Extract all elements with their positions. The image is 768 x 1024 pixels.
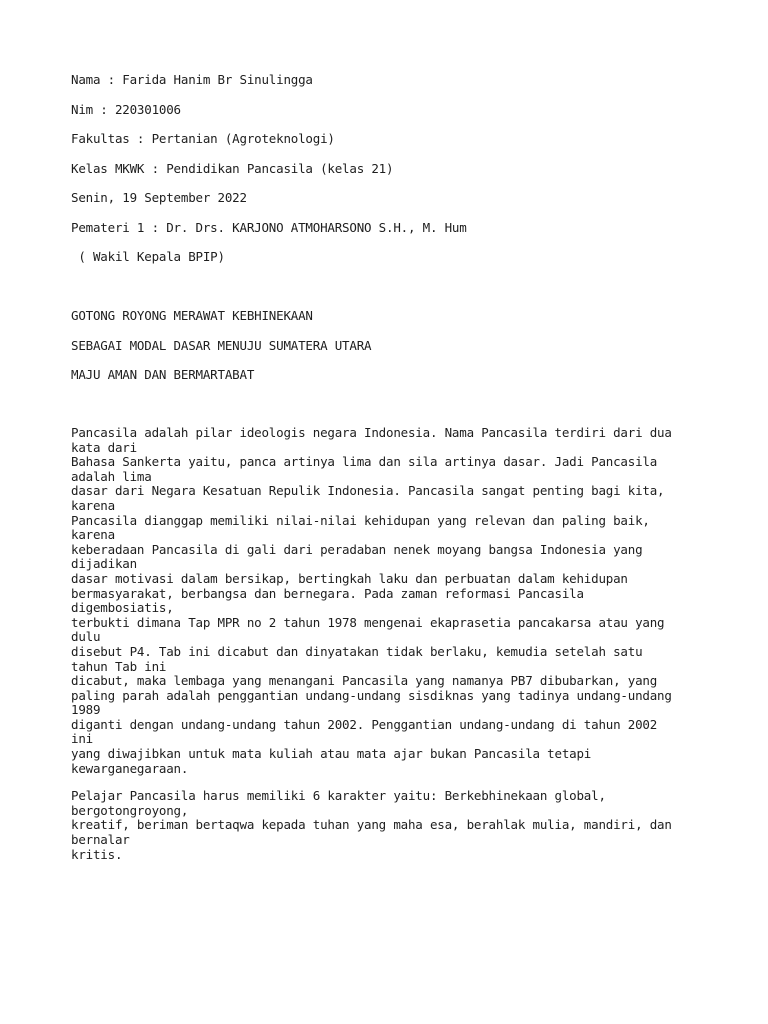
speaker: Pemateri 1 : Dr. Drs. KARJONO ATMOHARSONO S.H., M. Hum xyxy=(71,219,467,235)
title-line-2: SEBAGAI MODAL DASAR MENUJU SUMATERA UTARA xyxy=(71,337,372,353)
speaker-position: ( Wakil Kepala BPIP) xyxy=(71,249,225,264)
document-page xyxy=(71,72,701,862)
title-line-1: GOTONG ROYONG MERAWAT KEBHINEKAAN xyxy=(71,308,313,323)
class-info: Kelas MKWK : Pendidikan Pancasila (kelas 21) xyxy=(71,160,394,176)
body-paragraph-1: Pancasila adalah pilar ideologis negara Indonesia. Nama Pancasila terdiri dari dua kata dari Bahasa Sankerta yaitu, panca artinya lima dan sila artinya dasar. Jadi Pancasila adalah lima dasar dari Negara Kesatuan Repulik Indonesia. Pancasila sangat penting bagi kita, karena Pancasila dianggap memiliki nilai-nilai kehidupan yang relevan dan paling baik, karena keberadaan Pancasila di gali dari peradaban nenek moyang bangsa Indonesia yang dijadikan dasar motivasi dalam bersikap, bertingkah laku dan perbuatan dalam kehidupan bermasyarakat, berbangsa dan bernegara. Pada zaman reformasi Pancasila digembosiatis, terbukti dimana Tap MPR no 2 tahun 1978 mengenai ekaprasetia pancakarsa atau yang dulu disebut P4. Tab ini dicabut dan dinyatakan tidak berlaku, kemudia setelah satu tahun Tab ini dicabut, maka lembaga yang menangani Pancasila yang namanya PB7 dibubarkan, yang paling parah adalah penggantian undang-undang sisdiknas yang tadinya undang-undang 1989 diganti dengan undang-undang tahun 2002. Penggantian undang-undang di tahun 2002 ini yang diwajibkan untuk mata kuliah atau mata ajar bukan Pancasila tetapi kewarganegaraan. xyxy=(71,425,672,776)
student-nim: Nim : 220301006 xyxy=(71,101,181,117)
date: Senin, 19 September 2022 xyxy=(71,190,247,205)
spacer xyxy=(71,397,701,427)
student-name: Nama : Farida Hanim Br Sinulingga xyxy=(71,72,313,87)
faculty: Fakultas : Pertanian (Agroteknologi) xyxy=(71,131,335,146)
title-line-3: MAJU AMAN DAN BERMARTABAT xyxy=(71,367,255,382)
body-paragraph-2: Pelajar Pancasila harus memiliki 6 karakter yaitu: Berkebhinekaan global, bergotongroyong, kreatif, beriman bertaqwa kepada tuhan yang maha esa, berahlak mulia, mandiri, dan bernalar kritis. xyxy=(71,788,672,862)
spacer xyxy=(71,279,701,309)
